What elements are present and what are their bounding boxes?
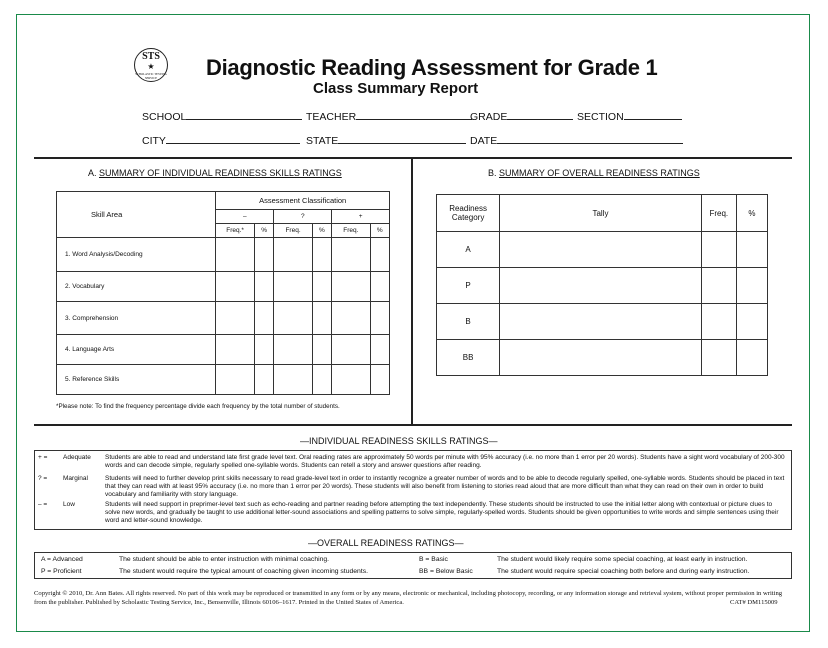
frequency-note: *Please note: To find the frequency percentage divide each frequency by the total number of students.: [56, 403, 340, 410]
table-row: B: [437, 304, 768, 340]
overall-ratings-table: [436, 194, 768, 376]
section-a-title: A. SUMMARY OF INDIVIDUAL READINESS SKILLS RATINGS: [88, 168, 342, 178]
skill-area-header: Skill Area: [57, 192, 216, 238]
tables-divider: [34, 424, 792, 426]
table-row: BB: [437, 340, 768, 376]
legend-code: A = Advanced: [41, 556, 83, 563]
legend-text: The student would likely require some special coaching, at least early in instruction.: [497, 556, 748, 563]
sub-pct: %: [254, 224, 273, 238]
individual-legend-heading: —INDIVIDUAL READINESS SKILLS RATINGS—: [300, 436, 498, 446]
catalog-number: CAT# DM115009: [730, 599, 778, 606]
legend-code: P = Proficient: [41, 568, 82, 575]
teacher-field[interactable]: TEACHER: [306, 110, 472, 123]
table-row: 3. Comprehension: [57, 302, 390, 335]
individual-legend-box: + = Adequate Students are able to read and understand late first grade level text. Oral reading rates are approximately 50 words per minute with 95% accuracy (i.e. no more than 1 error per 20 words). Students have a sight word vocabulary of 200-300 words and can decode simple, regularly spelled one-syllable words. Students can retell a story and answer questions after reading. ? = Marginal Students will need to further develop print skills necessary to read grade-level text in order to instantly recognize a greater number of words and to be able to decode regularly spelled, one-syllable words. Students should be placed in text that they can read with at least 95% accuracy (i.e. no more than 1 error per 20 words). These students will also benefit from listening to stories read aloud that are more difficult than what they can read on their own in order to build vocabulary and familiarity with story language. – = Low Students will need support in preprimer-level text such as echo-reading and partner reading before attempting the text independently. These students should be instructed to use the initial letter along with contextual or picture clues to solve new words, and gradually be taught to use additional letter-sound associations and spelling patterns to solve simple, regularly-spelled words. Students should be given opportunities to write words and simple sentences using their word and letter-sound knowledge.: [34, 450, 792, 530]
city-field[interactable]: CITY: [142, 134, 300, 147]
tally-header: Tally: [500, 195, 702, 232]
sub-freq: Freq.*: [216, 224, 255, 238]
legend-text: The student would require the typical amount of coaching given incoming students.: [119, 568, 368, 575]
sub-pct: %: [312, 224, 331, 238]
section-field[interactable]: SECTION: [577, 110, 682, 123]
table-row: 4. Language Arts: [57, 335, 390, 365]
col-plus: +: [332, 210, 390, 224]
overall-legend-heading: —OVERALL READINESS RATINGS—: [308, 538, 464, 548]
legend-text: The student would require special coaching both before and during early instruction.: [497, 568, 750, 575]
col-question: ?: [274, 210, 332, 224]
grade-field[interactable]: GRADE: [470, 110, 573, 123]
sub-pct: %: [370, 224, 390, 238]
pct-header: %: [736, 195, 767, 232]
col-minus: –: [216, 210, 274, 224]
assessment-header: Assessment Classification: [216, 192, 390, 210]
individual-skills-table: [56, 191, 390, 395]
table-row: P: [437, 268, 768, 304]
legend-code: BB = Below Basic: [419, 568, 473, 575]
header-divider: [34, 157, 792, 159]
legend-text: The student should be able to enter instruction with minimal coaching.: [119, 556, 330, 563]
table-row: 1. Word Analysis/Decoding: [57, 238, 390, 272]
table-row: 2. Vocabulary: [57, 272, 390, 302]
overall-legend-box: [34, 552, 792, 579]
date-field[interactable]: DATE: [470, 134, 683, 147]
legend-code: B = Basic: [419, 556, 448, 563]
school-field[interactable]: SCHOOL: [142, 110, 302, 123]
page-subtitle: Class Summary Report: [313, 80, 479, 97]
page-title: Diagnostic Reading Assessment for Grade 1: [206, 55, 658, 80]
table-row: 5. Reference Skills: [57, 365, 390, 395]
section-b-title: B. SUMMARY OF OVERALL READINESS RATINGS: [488, 168, 700, 178]
sub-freq: Freq.: [332, 224, 370, 238]
readiness-category-header: Readiness Category: [437, 195, 500, 232]
publisher-logo: STS ★ SCHOLASTIC TESTING SERVICE: [134, 48, 168, 82]
section-divider: [411, 157, 413, 425]
state-field[interactable]: STATE: [306, 134, 466, 147]
copyright-notice: Copyright © 2010, Dr. Ann Bates. All rights reserved. No part of this work may be reproduced or transmitted in any form or by any means, electronic or mechanical, including photocopy, recording, or any information storage and retrieval system, without proper permission in writing from the publisher. Published by Scholastic Testing Service, Inc., Bensenville, Illinois 60106–1617. Printed in the United States of America.: [34, 590, 783, 606]
freq-header: Freq.: [701, 195, 736, 232]
sub-freq: Freq.: [274, 224, 312, 238]
table-row: A: [437, 232, 768, 268]
